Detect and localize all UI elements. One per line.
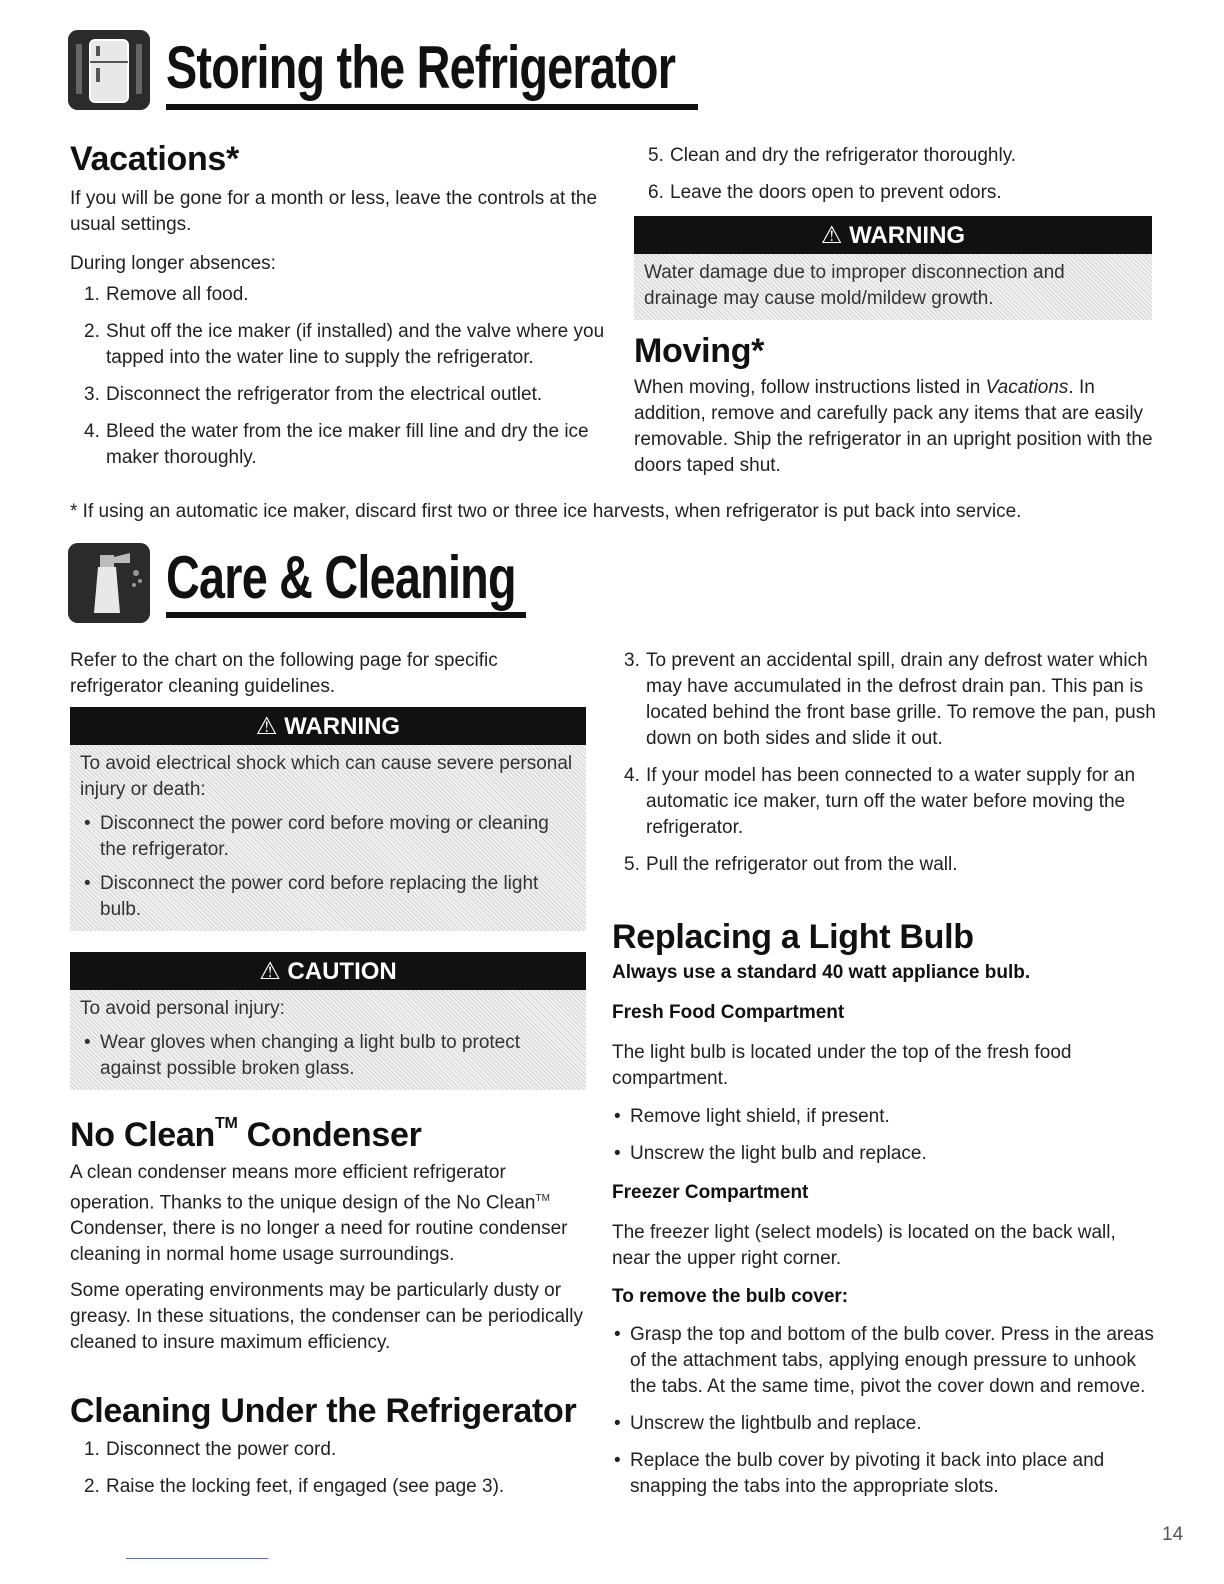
freezer-heading: Freezer Compartment bbox=[612, 1182, 809, 1203]
warning-bullet: • Disconnect the power cord before replacing the light bulb. bbox=[80, 871, 576, 923]
care-caution-box bbox=[70, 952, 586, 1090]
caution-body bbox=[70, 990, 586, 1090]
storing-warning-box bbox=[634, 216, 1152, 320]
bulb-always-note: Always use a standard 40 watt appliance bulb. bbox=[612, 962, 1031, 983]
page-number: 14 bbox=[1162, 1524, 1184, 1545]
list-item: 4. If your model has been connected to a water supply for an automatic ice maker, turn off the water before moving the refrigerator. bbox=[624, 765, 1136, 838]
cleaning-under-steps-left bbox=[70, 1437, 610, 1511]
storing-footnote: * If using an automatic ice maker, discard first two or three ice harvests, when refrigerator is put back into service. bbox=[70, 501, 1022, 522]
list-item: 1. Remove all food. bbox=[84, 284, 249, 305]
care-title-rule bbox=[166, 612, 526, 618]
fresh-food-bullets bbox=[612, 1104, 1152, 1178]
storing-title: Storing the Refrigerator bbox=[166, 34, 676, 101]
warning-text: Water damage due to improper disconnection and drainage may cause mold/mildew growth. bbox=[634, 254, 1152, 320]
warning-bullet: • Disconnect the power cord before moving or cleaning the refrigerator. bbox=[80, 811, 576, 863]
vacations-intro: If you will be gone for a month or less, leave the controls at the usual settings. bbox=[70, 188, 598, 235]
warning-body bbox=[70, 745, 586, 931]
no-clean-paragraph-2: Some operating environments may be particularly dusty or greasy. In these situations, the condenser can be periodically cleaned to insure maximum efficiency. bbox=[70, 1280, 583, 1353]
list-item: • Replace the bulb cover by pivoting it back into place and snapping the tabs into the appropriate slots. bbox=[612, 1448, 1157, 1500]
list-item: • Remove light shield, if present. bbox=[612, 1104, 1152, 1130]
care-intro: Refer to the chart on the following page for specific refrigerator cleaning guidelines. bbox=[70, 650, 498, 697]
list-item: 4. Bleed the water from the ice maker fill line and dry the ice maker thoroughly. bbox=[84, 421, 589, 468]
bulb-cover-bullets bbox=[612, 1322, 1157, 1511]
caution-lead: To avoid personal injury: bbox=[80, 998, 285, 1019]
list-item: 5. Clean and dry the refrigerator thoroughly. bbox=[648, 145, 1017, 166]
caution-label: ⚠ CAUTION bbox=[70, 952, 586, 990]
list-item: 3. To prevent an accidental spill, drain any defrost water which may have accumulated in the defrost drain pan. This pan is located behind the front base grille. To remove the pan, push down on both sides and slide it out. bbox=[624, 650, 1156, 749]
vacations-longer-absences: During longer absences: bbox=[70, 253, 276, 274]
bulb-cover-heading: To remove the bulb cover: bbox=[612, 1286, 849, 1307]
vacations-heading: Vacations* bbox=[70, 140, 239, 178]
caution-bullet: • Wear gloves when changing a light bulb to protect against possible broken glass. bbox=[80, 1030, 576, 1082]
list-item: • Unscrew the lightbulb and replace. bbox=[612, 1411, 1157, 1437]
list-item: 5. Pull the refrigerator out from the wall. bbox=[624, 854, 958, 875]
warning-label: ⚠ WARNING bbox=[70, 707, 586, 745]
cleaning-spray-icon bbox=[68, 543, 150, 623]
list-item: 1. Disconnect the power cord. bbox=[84, 1439, 337, 1460]
fresh-food-text: The light bulb is located under the top of the fresh food compartment. bbox=[612, 1042, 1072, 1089]
no-clean-heading: No Clean™ Condenser bbox=[70, 1115, 422, 1154]
storing-title-rule bbox=[166, 104, 698, 110]
moving-heading: Moving* bbox=[634, 332, 765, 370]
list-item: 2. Shut off the ice maker (if installed) and the valve where you tapped into the water line to supply the refrigerator. bbox=[84, 321, 605, 368]
light-bulb-heading: Replacing a Light Bulb bbox=[612, 918, 974, 956]
footer-rule bbox=[126, 1558, 268, 1559]
cleaning-under-heading: Cleaning Under the Refrigerator bbox=[70, 1392, 577, 1430]
vacations-steps-left bbox=[70, 282, 610, 482]
vacations-steps-right bbox=[634, 143, 1154, 217]
list-item: 2. Raise the locking feet, if engaged (see page 3). bbox=[84, 1476, 505, 1497]
care-warning-box bbox=[70, 707, 586, 931]
cleaning-under-steps-right bbox=[610, 648, 1170, 889]
moving-text: When moving, follow instructions listed in Vacations. In addition, remove and carefully pack any items that are easily removable. Ship the refrigerator in an upright position with the doors taped shut. bbox=[634, 377, 1153, 476]
freezer-text: The freezer light (select models) is located on the back wall, near the upper right corner. bbox=[612, 1222, 1116, 1269]
warning-label: ⚠ WARNING bbox=[634, 216, 1152, 254]
no-clean-paragraph-1: A clean condenser means more efficient refrigerator operation. Thanks to the unique design of the No Clean™ Condenser, there is no longer a need for routine condenser cleaning in normal home usage surroundings. bbox=[70, 1162, 568, 1266]
care-title: Care & Cleaning bbox=[166, 544, 516, 611]
fresh-food-heading: Fresh Food Compartment bbox=[612, 1002, 845, 1023]
list-item: 6. Leave the doors open to prevent odors. bbox=[648, 182, 1002, 203]
list-item: • Grasp the top and bottom of the bulb cover. Press in the areas of the attachment tabs, applying enough pressure to unhook the tabs. At the same time, pivot the cover down and remove. bbox=[612, 1322, 1157, 1400]
list-item: 3. Disconnect the refrigerator from the electrical outlet. bbox=[84, 384, 543, 405]
list-item: • Unscrew the light bulb and replace. bbox=[612, 1141, 1152, 1167]
warning-lead: To avoid electrical shock which can cause severe personal injury or death: bbox=[80, 753, 573, 800]
refrigerator-icon bbox=[68, 30, 150, 110]
